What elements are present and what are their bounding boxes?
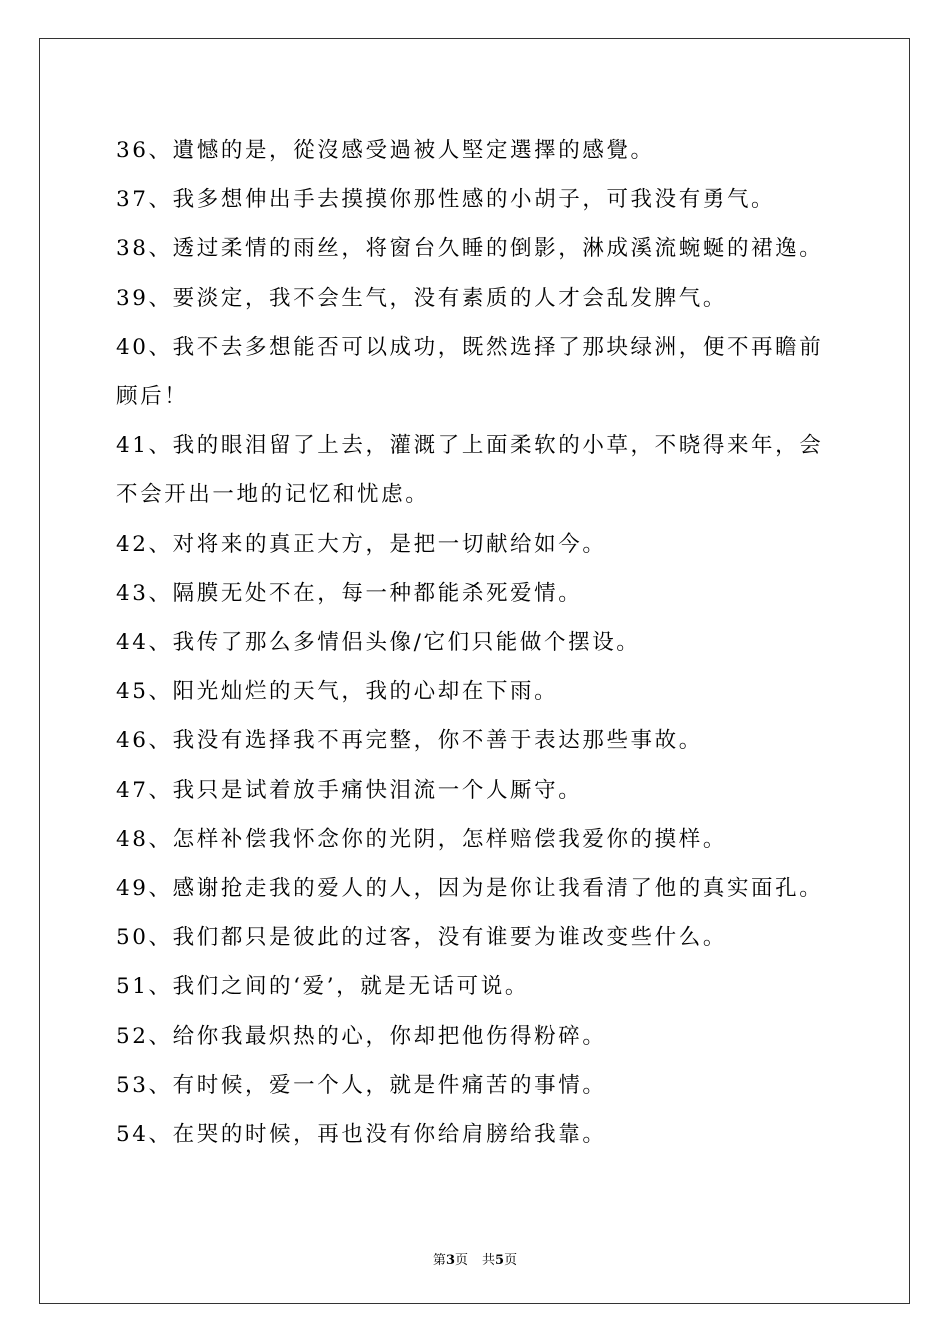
paragraph-42: 42、对将来的真正大方，是把一切献给如今。 [116, 531, 607, 557]
paragraph-36: 36、遺憾的是，從沒感受過被人堅定選擇的感覺。 [116, 138, 655, 163]
page-footer [0, 1249, 950, 1268]
total-pages: 5 [495, 1253, 505, 1268]
total-prefix: 共 [482, 1253, 496, 1268]
paragraph-48: 48、怎样补偿我怀念你的光阴，怎样赔偿我爱你的摸样。 [116, 826, 727, 852]
paragraph-49: 49、感谢抢走我的爱人的人，因为是你让我看清了他的真实面孔。 [116, 876, 824, 902]
document-body [116, 126, 836, 1159]
page-suffix: 页 [454, 1253, 468, 1268]
paragraph-50: 50、我们都只是彼此的过客，没有谁要为谁改变些什么。 [116, 925, 727, 951]
paragraph-39: 39、要淡定，我不会生气，没有素质的人才会乱发脾气。 [116, 285, 727, 311]
paragraph-38: 38、透过柔情的雨丝，将窗台久睡的倒影，淋成溪流蜿蜒的裙逸。 [116, 236, 824, 262]
paragraph-46: 46、我没有选择我不再完整，你不善于表达那些事故。 [116, 728, 703, 754]
total-suffix: 页 [504, 1253, 518, 1268]
paragraph-41: 41、我的眼泪留了上去，灌溉了上面柔软的小草，不晓得来年，会不会开出一地的记忆和忧虑。 [116, 433, 824, 508]
paragraph-40: 40、我不去多想能否可以成功，既然选择了那块绿洲，便不再瞻前顾后！ [116, 334, 824, 410]
page-prefix: 第 [432, 1253, 446, 1268]
page-number: 3 [445, 1253, 455, 1268]
paragraph-37: 37、我多想伸出手去摸摸你那性感的小胡子，可我没有勇气。 [116, 187, 776, 213]
paragraph-47: 47、我只是试着放手痛快泪流一个人厮守。 [116, 777, 583, 803]
paragraph-51: 51、我们之间的‘爱’，就是无话可说。 [116, 974, 529, 1000]
paragraph-44: 44、我传了那么多情侣头像/它们只能做个摆设。 [116, 630, 641, 656]
paragraph-43: 43、隔膜无处不在，每一种都能杀死爱情。 [116, 580, 583, 606]
paragraph-53: 53、有时候，爱一个人，就是件痛苦的事情。 [116, 1072, 607, 1098]
paragraph-45: 45、阳光灿烂的天气，我的心却在下雨。 [116, 679, 559, 705]
paragraph-52: 52、给你我最炽热的心，你却把他伤得粉碎。 [116, 1023, 607, 1049]
paragraph-54: 54、在哭的时候，再也没有你给肩膀给我靠。 [116, 1122, 607, 1148]
